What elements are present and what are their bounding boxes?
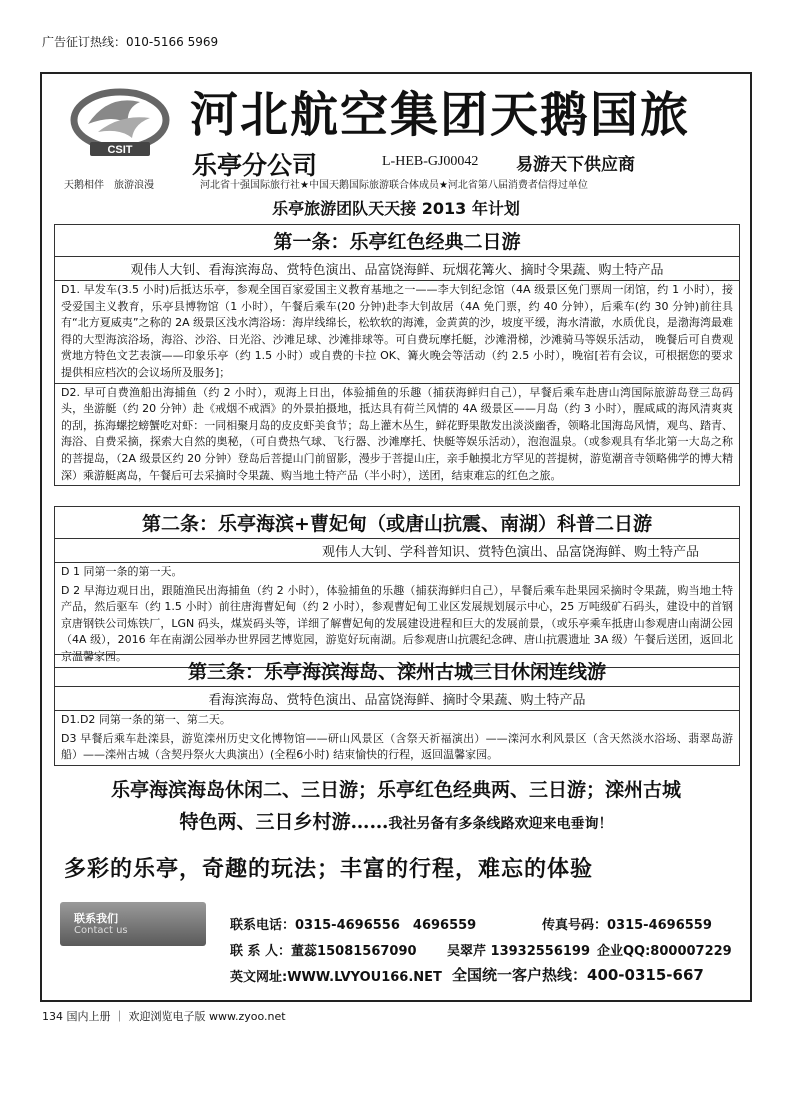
contact-person-1: 联 系 人：董蕊15081567090 [230,944,417,959]
contact-fax: 传真号码：0315-4696559 [542,918,712,933]
contact-us-label-en: Contact us [74,925,128,936]
contact-us-button[interactable] [60,902,206,946]
article-1-day-2: D2. 早可自费渔船出海捕鱼（约 2 小时），观海上日出，体验捕鱼的乐趣（捕获海鲜归自己），早餐后乘车赴唐山湾国际旅游岛登三岛码头，坐游艇（约 20 分钟）赴《戒烟不戒酒》的外景拍摄地，抵达具有荷兰风情的 4A 级景区——月岛（约 3 小时），腥咸咸的海风清爽爽的刮，拣海螺挖螃蟹吃对虾：一同相聚月岛的皮皮虾美食节；岛上灌木丛生，鲜花野果散发出淡淡幽香，领略北国海岛风情，观鸟、踏青、海浴、自费采摘，探索大自然的奥秘，（可自费热气球、飞行器、沙滩摩托、快艇等娱乐活动），泡泡温泉。（或参观具有华北第一大岛之称的菩提岛，（2A 级景区约 20 分钟）登岛后菩提山门前留影，漫步于菩提山庄，亲手触摸北方罕见的菩提树，游览潮音寺领略佛学的博大精深）乘游艇离岛，午餐后可去采摘时令果蔬、购当地土特产品（半小时），送团，结束难忘的红色之旅。 [55,383,739,486]
csit-swan-logo [68,84,172,164]
promo-line-2 [42,806,750,840]
article-2-title: 第二条：乐亭海滨+曹妃甸（或唐山抗震、南湖）科普二日游 [55,507,739,539]
promo-routes [42,774,750,840]
tagline-right: 河北省十强国际旅行社★中国天鹅国际旅游联合体成员★河北省第八届消费者信得过单位 [200,180,588,191]
promo-slogan: 多彩的乐亭，奇趣的玩法；丰富的行程，难忘的体验 [64,857,594,882]
article-3-day-1: D1.D2 同第一条的第一、第二天。 [55,710,739,730]
tagline-left: 天鹅相伴 旅游浪漫 [64,180,154,191]
article-1-items: 观伟人大钊、看海滨海岛、赏特色演出、品富饶海鲜、玩烟花篝火、摘时令果蔬、购土特产品 [130,263,664,278]
article-1 [54,224,740,486]
advertisement-frame [40,72,752,1002]
article-3-day-3: D3 早餐后乘车赴滦县，游览滦州历史文化博物馆——研山风景区（含祭天祈福演出）——滦河水利风景区（含天然淡水浴场、翡翠岛游船）——滦州古城（含契丹祭火大典演出）(全程6小时) 结束愉快的行程，返回温馨家园。 [61,731,733,762]
article-2-day-2: D 2 早海边观日出，跟随渔民出海捕鱼（约 2 小时），体验捕鱼的乐趣（捕获海鲜归自己），早餐后乘车赴果园采摘时令果蔬，购当地土特产品，然后驱车（约 1.5 小时）前往唐海曹妃甸（约 2 小时），参观曹妃甸工业区发展规划展示中心，25 万吨级矿石码头，建设中的首钢京唐钢铁公司炼铁厂，LGN 码头，煤炭码头等，详细了解曹妃甸的发展建设进程和巨大的发展前景，（或乐亭乘车抵唐山参观唐山南湖公园（4A 级），2016 年在南湖公园举办世界园艺博览园，游览好玩南湖。后参观唐山抗震纪念碑、唐山抗震遗址 3A 级）午餐后送团，返回北京温馨家园。 [61,583,733,663]
article-1-day-1: D1. 早发车(3.5 小时)后抵达乐亭，参观全国百家爱国主义教育基地之一——李大钊纪念馆（4A 级景区免门票周一闭馆，约 1 小时），接受爱国主义教育，乐亭县博物馆（1 小时），午餐后乘车(20 分钟)赴李大钊故居（4A 免门票，约 40 分钟），后乘车(约 30 分钟)前往具有“北方夏威夷”之称的 2A 级景区浅水湾浴场：海岸线绵长，松软软的海滩，金黄黄的沙，坡度平缓，海水清澈，水质优良，是渤海湾最难得的大型海滨浴场，海浴、沙浴、日光浴、沙滩足球、沙滩排球等。可自费玩摩托艇，沙滩滑梯，沙滩骑马等娱乐活动， 晚餐后可自费观赏地方特色文艺表演——印象乐亭（约 1.5 小时）或自费的卡拉 OK、篝火晚会等活动（约 2.5 小时），晚宿[若有会议，可根据您的要求提供相应档次的会议场所及服务]； [55,280,739,383]
company-title: 河北航空集团天鹅国旅 [190,87,691,143]
article-2-items: 观伟人大钊、学科普知识、赏特色演出、品富饶海鲜、购土特产品 [321,545,699,560]
article-2-day-1: D 1 同第一条的第一天。 [55,562,739,582]
license-number: L-HEB-GJ00042 [382,154,479,169]
article-3 [54,654,740,766]
contact-phone: 联系电话：0315-4696556 4696559 [230,918,477,933]
article-1-title: 第一条：乐亭红色经典二日游 [55,225,739,257]
promo-line-2b: 我社另备有多条线路欢迎来电垂询！ [388,816,613,832]
article-3-items: 看海滨海岛、赏特色演出、品富饶海鲜、摘时令果蔬、购土特产品 [208,693,586,708]
contact-hotline: 全国统一客户热线：400-0315-667 [452,966,704,984]
swan-logo-icon [68,84,172,164]
page-footer: 134 国内上册 ｜ 欢迎浏览电子版 www.zyoo.net [42,1010,286,1023]
contact-us-label: 联系我们 [74,912,118,925]
plan-title: 乐亭旅游团队天天接 2013 年计划 [272,199,520,218]
contact-person-2: 吴翠芹 13932556199 [447,944,591,959]
promo-line-2a: 特色两、三日乡村游…… [179,811,389,833]
article-2 [54,506,740,668]
logo-text: CSIT [107,144,133,156]
branch-name: 乐亭分公司 [192,151,318,180]
promo-line-1: 乐亭海滨海岛休闲二、三日游；乐亭红色经典两、三日游；滦州古城 [110,779,681,801]
contact-qq: 企业QQ:800007229 [597,944,732,959]
brand-slogan: 易游天下供应商 [516,155,635,175]
ad-hotline: 广告征订热线：010-5166 5969 [42,35,219,49]
article-3-title: 第三条：乐亭海滨海岛、滦州古城三日休闲连线游 [55,655,739,687]
contact-website[interactable]: 英文网址:WWW.LVYOU166.NET [230,970,442,985]
